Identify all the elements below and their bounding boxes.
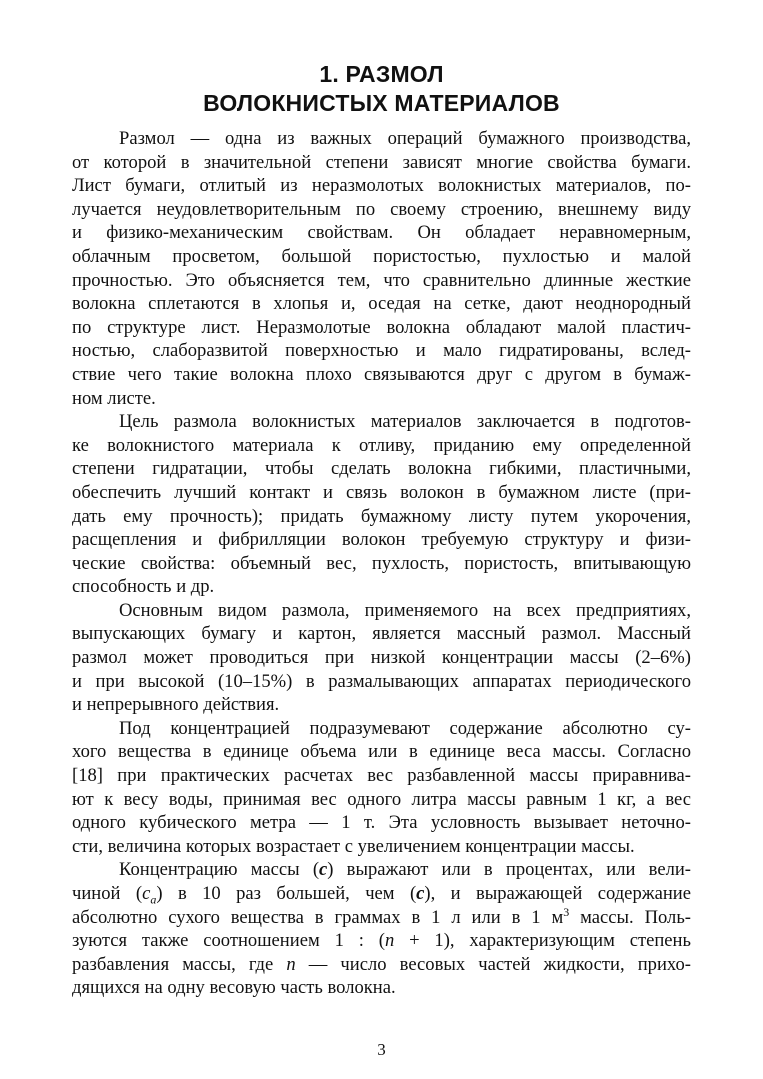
body-text	[72, 127, 691, 1000]
variable-c: c	[319, 859, 328, 881]
variable-c: c	[416, 883, 425, 904]
text-line: дящихся на одну весовую часть волокна.	[72, 977, 396, 999]
text-line: Концентрацию массы (c) выражают или в процентах, или вели-	[119, 859, 692, 881]
paragraph-5	[72, 858, 691, 1000]
paragraph-3	[72, 599, 691, 717]
text-line: ческие свойства: объемный вес, пухлость, пористость, впитывающую	[72, 552, 691, 574]
chapter-title-line-2: ВОЛОКНИСТЫХ МАТЕРИАЛОВ	[203, 90, 560, 116]
text-line: ке волокнистого материала к отливу, приданию ему определенной	[72, 434, 691, 456]
text-line: размол может проводиться при низкой концентрации массы (2–6%)	[72, 647, 691, 669]
text-line: лучается неудовлетворительным по своему строению, внешнему виду	[72, 198, 691, 220]
text-line: дать ему прочность); придать бумажному листу путем укорочения,	[72, 505, 691, 527]
text-line: по структуре лист. Неразмолотые волокна обладают малой пластич-	[72, 316, 691, 338]
variable-n: n	[384, 930, 395, 952]
paragraph-1	[72, 127, 691, 410]
chapter-title-line-1: 1. РАЗМОЛ	[319, 61, 444, 87]
paragraph-2	[72, 410, 691, 599]
variable-n: n	[286, 953, 296, 975]
text-line: разбавления массы, где n — число весовых частей жидкости, прихо-	[72, 953, 691, 975]
text-line: волокна сплетаются в хлопья и, оседая на сетке, дают неоднородный	[72, 293, 691, 315]
text-line: выпускающих бумагу и картон, является массный размол. Массный	[72, 623, 691, 645]
text-line: [18] при практических расчетах вес разбавленной массы приравнива-	[72, 765, 691, 787]
text-line: ствие чего такие волокна плохо связываются друг с другом в бумаж-	[72, 363, 691, 385]
text-line: ностью, слаборазвитой поверхностью и мало гидратированы, вслед-	[72, 340, 691, 362]
text-line: сти, величина которых возрастает с увеличением концентрации массы.	[72, 835, 635, 857]
text-line: способность и др.	[72, 576, 215, 598]
variable-ca: $c_a$	[142, 883, 157, 907]
text-line: Цель размола волокнистых материалов заключается в подготов-	[119, 411, 691, 433]
text-line: ном листе.	[72, 387, 156, 409]
text-line: и физико-механическим свойствам. Он обладает неравномерным,	[72, 222, 691, 244]
text-line: Лист бумаги, отлитый из неразмолотых волокнистых материалов, по-	[72, 175, 691, 197]
paragraph-4	[72, 717, 691, 859]
text-line: ют к весу воды, принимая вес одного литра массы равным 1 кг, а вес	[72, 788, 691, 810]
text-line: степени гидратации, чтобы сделать волокна гибкими, пластичными,	[72, 458, 691, 480]
text-line: Размол — одна из важных операций бумажного производства,	[119, 128, 691, 149]
text-line: прочностью. Это объясняется тем, что сравнительно длинные жесткие	[72, 269, 691, 291]
text-line: расщепления и фибрилляции волокон требуемую структуру и физи-	[72, 529, 691, 551]
text-line: и непрерывного действия.	[72, 694, 280, 716]
text-line: от которой в значительной степени зависят многие свойства бумаги.	[72, 151, 691, 173]
text-line: одного кубического метра — 1 т. Эта условность вызывает неточно-	[72, 812, 691, 834]
text-line: чиной $(c_a)$ в 10 раз большей, чем (c), и выражающей содержание	[72, 883, 691, 907]
text-line: облачным просветом, большой пористостью, пухлостью и малой	[72, 245, 691, 267]
page-number: 3	[377, 1040, 386, 1059]
text-line: хого вещества в единице объема или в единице веса массы. Согласно	[72, 741, 691, 763]
chapter-title	[60, 60, 703, 118]
text-line: и при высокой (10–15%) в размалывающих аппаратах периодического	[72, 670, 691, 692]
text-line: абсолютно сухого вещества в граммах в 1 л или в 1 $м^3$ массы. Поль-	[72, 904, 691, 928]
text-line: Под концентрацией подразумевают содержание абсолютно су-	[119, 717, 691, 739]
text-line: обеспечить лучший контакт и связь волокон в бумажном листе (при-	[72, 481, 691, 503]
text-line: зуются также соотношением 1 : (n + 1), характеризующим степень	[72, 930, 691, 952]
text-line: Основным видом размола, применяемого на всех предприятиях,	[119, 599, 691, 621]
